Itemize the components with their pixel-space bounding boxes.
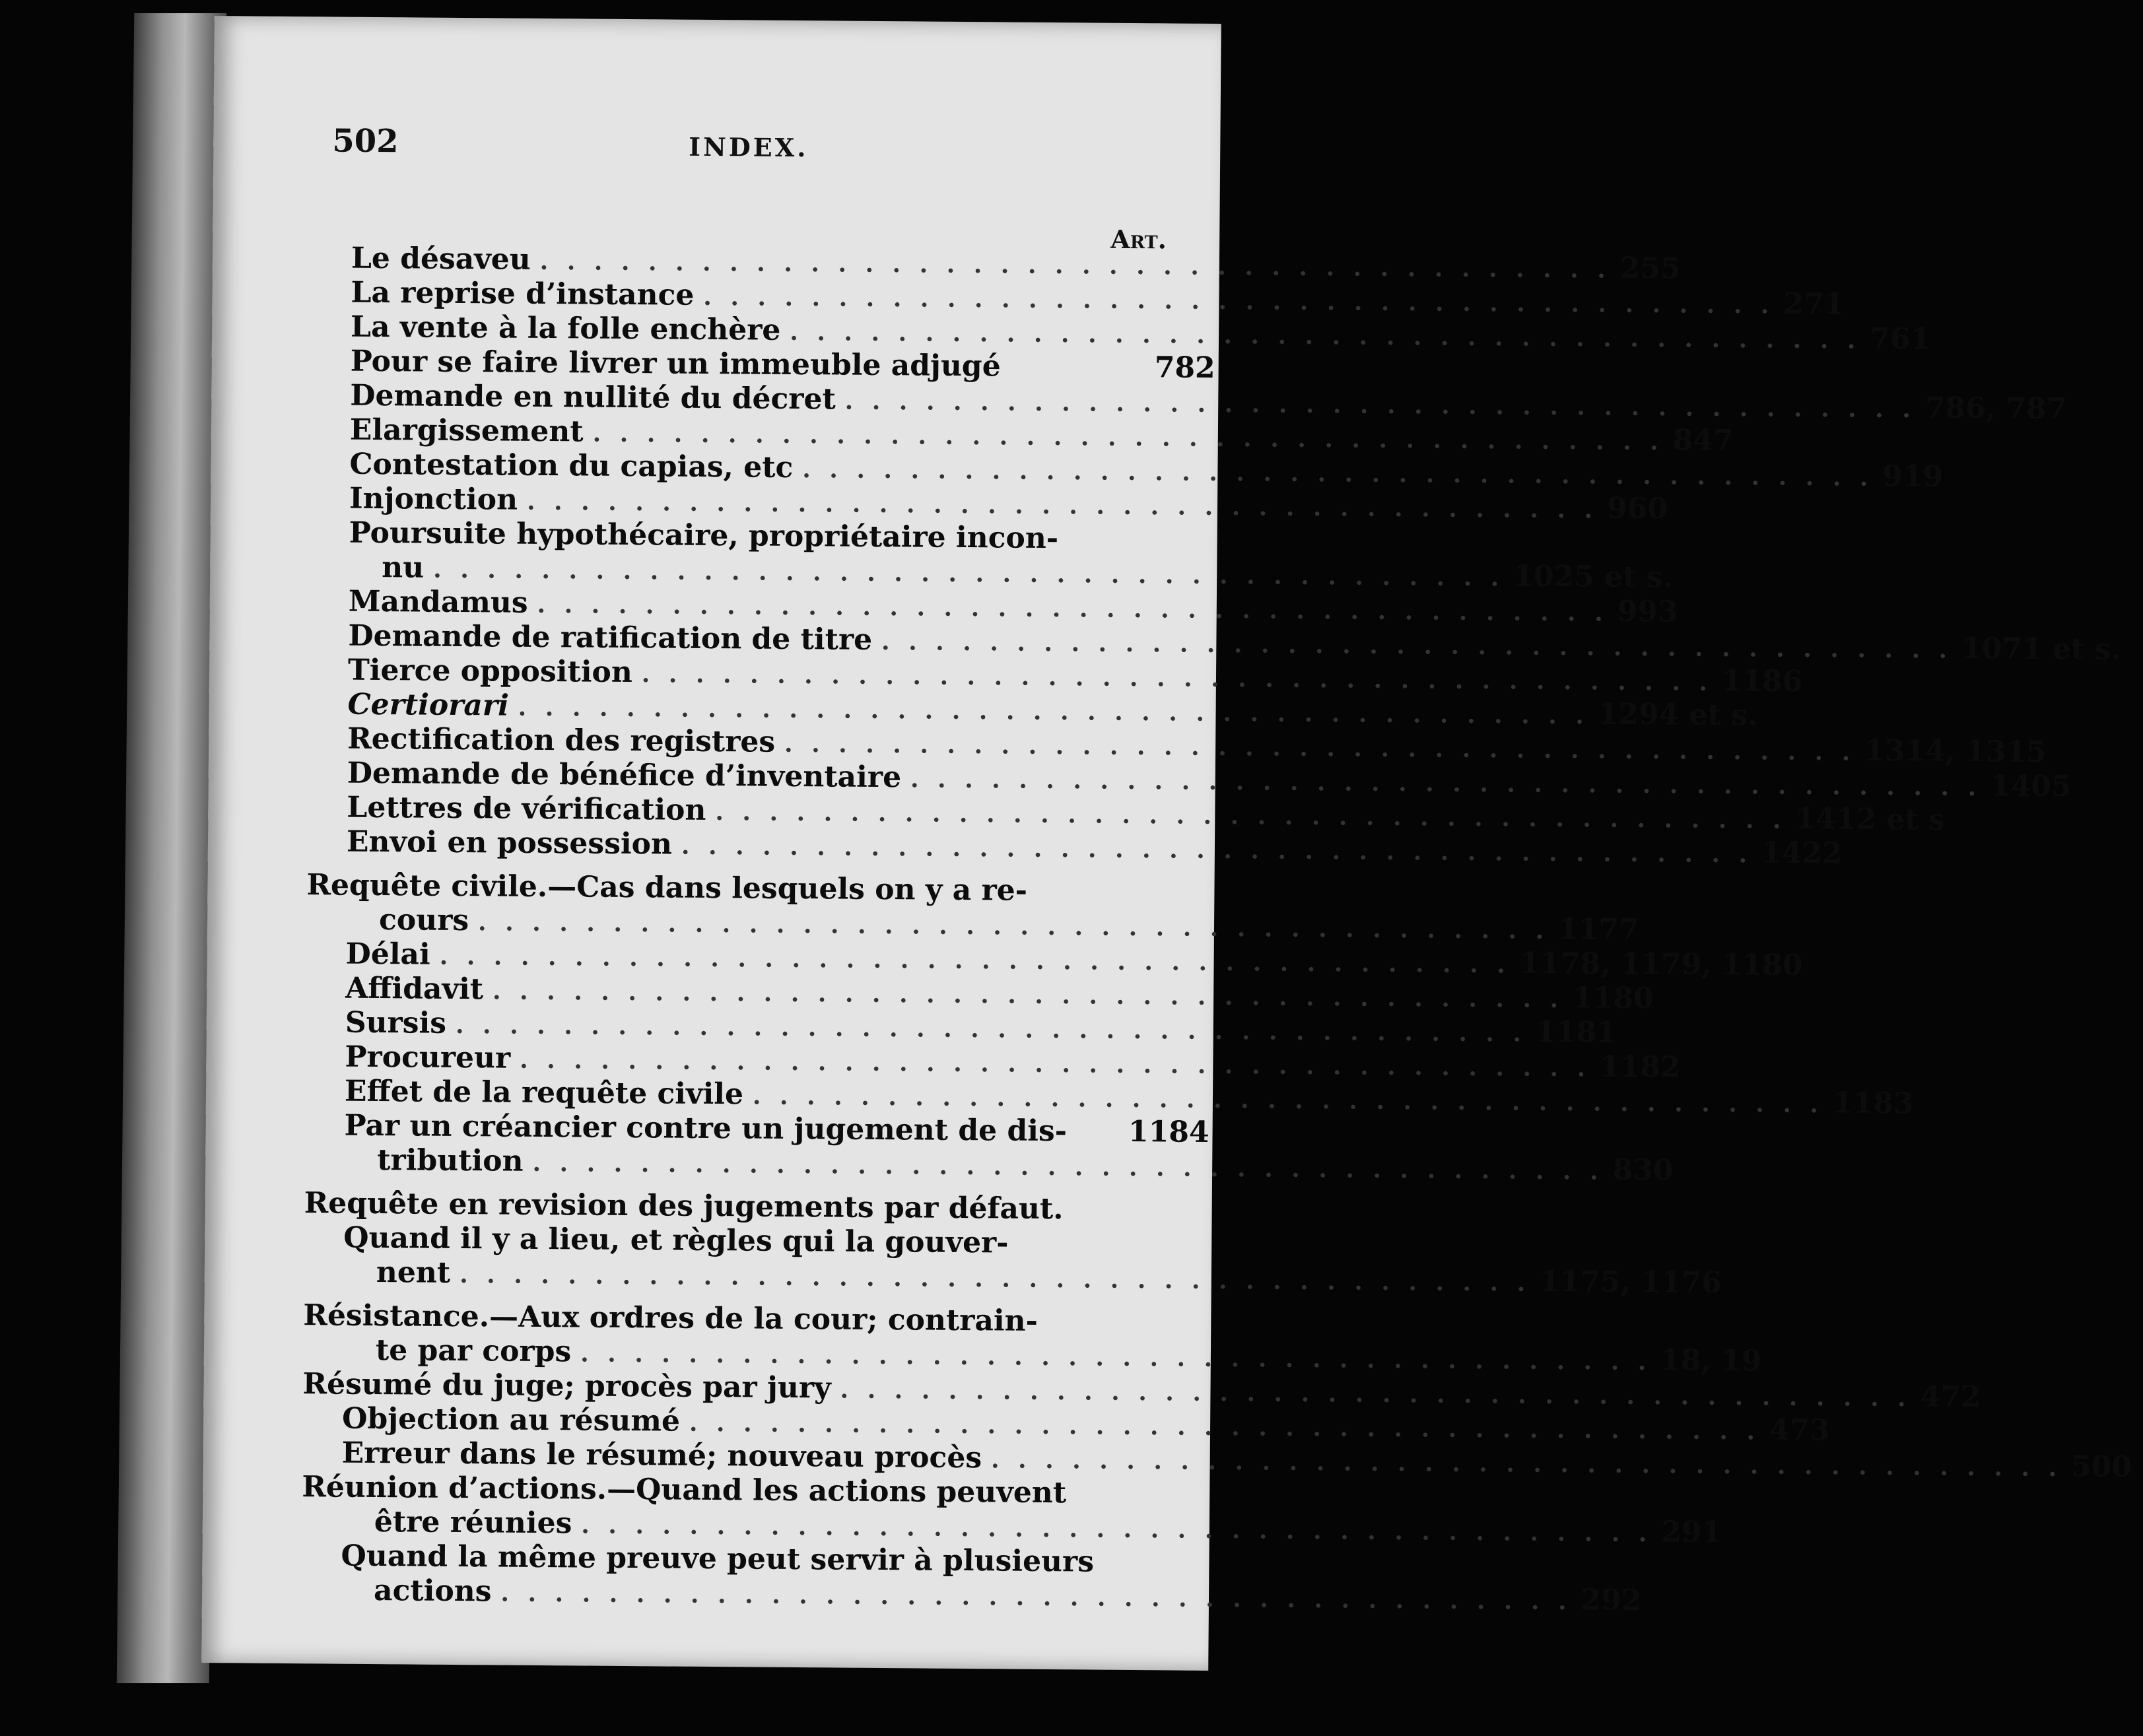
article-reference: 1184 <box>1128 1114 1209 1149</box>
entry-text: Sursis <box>345 1005 447 1040</box>
article-reference: 1405 <box>1990 769 2072 804</box>
entry-text: Affidavit <box>345 971 484 1007</box>
leader-dots: . . . . . . . . . . . . . . . . . . . . . . . . . . . . . . . . . . . . . . . . <box>840 1376 1911 1413</box>
entry-text: nent <box>376 1255 451 1290</box>
article-reference: 1071 et s. <box>1961 631 2121 667</box>
article-reference: 1422 <box>1761 836 1843 871</box>
leader-dots: . . . . . . . . . . . . . . . . . . . . . . . . . . . . . . . . . . . . . . . . <box>439 942 1511 979</box>
leader-dots: . . . . . . . . . . . . . . . . . . . . . . . . . . . . . . . . . . . . . . . . <box>455 1011 1527 1048</box>
article-reference: 919 <box>1882 459 1944 494</box>
article-reference: 993 <box>1617 594 1678 629</box>
entry-text: te par corps <box>375 1333 572 1369</box>
entry-text: Certiorari <box>347 687 509 723</box>
leader-dots <box>1047 1331 1198 1332</box>
column-label: Art. <box>1110 224 1167 255</box>
book-page <box>201 16 2132 1671</box>
index-entry <box>304 1255 1722 1300</box>
leader-dots: . . . . . . . . . . . . . . . . . . . . . . . . . . . . . . . . . . . . . . . . <box>580 1339 1652 1376</box>
entry-text: Injonction <box>349 481 518 517</box>
article-reference: 847 <box>1672 423 1734 458</box>
page-number: 502 <box>332 122 399 160</box>
entry-text: actions <box>373 1574 492 1609</box>
leader-dots: . . . . . . . . . . . . . . . . . . . . . . . . . . . . . . . . . . . . . . . . <box>500 1579 1572 1616</box>
article-reference: 1181 <box>1535 1015 1617 1050</box>
leader-dots <box>1017 1253 1199 1254</box>
leader-dots: . . . . . . . . . . . . . . . . . . . . . . . . . . . . . . . . . . . . . . . . <box>581 1511 1652 1548</box>
leader-dots: . . . . . . . . . . . . . . . . . . . . . . . . . . . . . . . . . . . . . . . . <box>715 798 1786 834</box>
index-entry <box>304 1143 1674 1187</box>
leader-dots: . . . . . . . . . . . . . . . . . . . . . . . . . . . . . . . . . . . . . . . . <box>477 908 1549 945</box>
entry-text: Poursuite hypothécaire, propriétaire incon- <box>349 516 1059 556</box>
article-reference: 1182 <box>1600 1050 1681 1085</box>
entry-text: Mandamus <box>348 584 528 620</box>
entry-text: Réunion d’actions.—Quand les actions peuvent <box>302 1470 1067 1510</box>
article-reference: 473 <box>1769 1413 1831 1448</box>
entry-text: Demande de bénéfice d’inventaire <box>347 756 902 795</box>
entry-text: Objection au résumé <box>341 1401 681 1438</box>
leader-dots: . . . . . . . . . . . . . . . . . . . . . . . . . . . . . . . . . . . . . . . . <box>492 977 1564 1014</box>
article-reference: 1314, 1315 <box>1864 733 2047 769</box>
article-reference: 761 <box>1870 321 1931 356</box>
leader-dots: . . . . . . . . . . . . . . . . . . . . . . . . . . . . . . . . . . . . . . . . <box>784 729 1856 766</box>
entry-text: Demande de ratification de titre <box>348 618 873 657</box>
index-entry <box>301 1573 1642 1618</box>
article-reference: 1183 <box>1832 1086 1914 1121</box>
leader-dots: . . . . . . . . . . . . . . . . . . . . . . . . . . . . . . . . . . . . . . . . <box>790 317 1861 354</box>
index-list <box>301 241 2132 1618</box>
entry-text: tribution <box>377 1143 524 1178</box>
entry-text: Quand la même preuve peut servir à plusieurs <box>341 1539 1095 1579</box>
leader-dots: . . . . . . . . . . . . . . . . . . . . . . . . . . . . . . . . . . . . . . . . <box>990 1446 2062 1483</box>
entry-text: Requête civile.—Cas dans lesquels on y a re- <box>306 868 1028 908</box>
article-reference: 271 <box>1783 286 1845 321</box>
entry-text: Rectification des registres <box>347 721 776 759</box>
entry-text: Contestation du capias, etc <box>349 447 794 484</box>
article-reference: 1412 et s <box>1795 801 1945 837</box>
entry-text: Envoi en possession <box>346 824 673 861</box>
entry-text: Pour se faire livrer un immeuble adjugé <box>350 344 1001 384</box>
article-reference: 1186 <box>1721 664 1803 698</box>
leader-dots <box>1068 548 1205 549</box>
entry-text: Requête en revision des jugements par défaut. <box>304 1186 1064 1226</box>
article-reference: 292 <box>1581 1583 1642 1618</box>
entry-text: Quand il y a lieu, et règles qui la gouver- <box>343 1220 1009 1260</box>
article-reference: 1180 <box>1572 981 1654 1016</box>
entry-text: Résumé du juge; procès par jury <box>302 1367 831 1405</box>
leader-dots: . . . . . . . . . . . . . . . . . . . . . . . . . . . . . . . . . . . . . . . . <box>519 1046 1591 1083</box>
entry-text: Demande en nullité du décret <box>350 378 836 417</box>
leader-dots <box>1075 1502 1197 1503</box>
entry-text: Lettres de vérification <box>347 790 706 827</box>
article-reference: 786, 787 <box>1924 391 2067 426</box>
entry-text: La reprise d’instance <box>351 275 695 312</box>
leader-dots: . . . . . . . . . . . . . . . . . . . . . . . . . . . . . . . . . . . . . . . . <box>592 419 1664 456</box>
leader-dots: . . . . . . . . . . . . . . . . . . . . . . . . . . . . . . . . . . . . . . . . <box>802 455 1874 492</box>
leader-dots: . . . . . . . . . . . . . . . . . . . . . . . . . . . . . . . . . . . . . . . . <box>689 1409 1761 1446</box>
article-reference: 1175, 1176 <box>1540 1264 1722 1300</box>
leader-dots: . . . . . . . . . . . . . . . . . . . . . . . . . . . . . . . . . . . . . . . . <box>537 590 1608 627</box>
entry-text: Par un créancier contre un jugement de dis- <box>344 1108 1068 1149</box>
running-title: INDEX. <box>689 131 809 163</box>
leader-dots <box>1072 1219 1199 1220</box>
article-reference: 1294 et s. <box>1598 697 1758 733</box>
entry-text: nu <box>382 551 425 585</box>
entry-text: Effet de la requête civile <box>344 1074 744 1112</box>
entry-text: La vente à la folle enchère <box>350 310 781 347</box>
page-header <box>332 122 1125 174</box>
article-reference: 1178, 1179, 1180 <box>1519 946 1803 982</box>
entry-text: Elargissement <box>349 413 584 449</box>
leader-dots: . . . . . . . . . . . . . . . . . . . . . . . . . . . . . . . . . . . . . . . . <box>532 1149 1604 1185</box>
entry-text: Délai <box>345 937 430 972</box>
article-reference: 500 <box>2070 1450 2132 1484</box>
entry-text: Tierce opposition <box>347 653 633 690</box>
leader-dots: . . . . . . . . . . . . . . . . . . . . . . . . . . . . . . . . . . . . . . . . <box>752 1082 1824 1119</box>
article-reference: 782 <box>1154 351 1215 385</box>
leader-dots: . . . . . . . . . . . . . . . . . . . . . . . . . . . . . . . . . . . . . . . . <box>844 387 1916 424</box>
article-reference: 472 <box>1920 1380 1981 1415</box>
entry-text: Erreur dans le résumé; nouveau procès <box>341 1436 982 1475</box>
leader-dots <box>1010 376 1145 378</box>
entry-text: Le désaveu <box>351 241 531 277</box>
leader-dots: . . . . . . . . . . . . . . . . . . . . . . . . . . . . . . . . . . . . . . . . <box>539 247 1611 284</box>
leader-dots: . . . . . . . . . . . . . . . . . . . . . . . . . . . . . . . . . . . . . . . . <box>881 628 1953 664</box>
article-reference: 1025 et s. <box>1513 559 1674 595</box>
leader-dots: . . . . . . . . . . . . . . . . . . . . . . . . . . . . . . . . . . . . . . . . <box>910 765 1982 802</box>
article-reference: 18, 19 <box>1660 1343 1762 1378</box>
leader-dots: . . . . . . . . . . . . . . . . . . . . . . . . . . . . . . . . . . . . . . . . <box>641 660 1713 696</box>
leader-dots: . . . . . . . . . . . . . . . . . . . . . . . . . . . . . . . . . . . . . . . . <box>681 832 1753 869</box>
entry-text: cours <box>378 903 469 938</box>
article-reference: 960 <box>1606 491 1668 526</box>
leader-dots: . . . . . . . . . . . . . . . . . . . . . . . . . . . . . . . . . . . . . . . . <box>433 555 1505 592</box>
article-reference: 830 <box>1612 1152 1674 1187</box>
leader-dots: . . . . . . . . . . . . . . . . . . . . . . . . . . . . . . . . . . . . . . . . <box>518 693 1590 730</box>
entry-text: Résistance.—Aux ordres de la cour; contrain- <box>303 1298 1038 1338</box>
entry-text: être réunies <box>374 1505 572 1541</box>
leader-dots <box>1037 900 1202 902</box>
leader-dots: . . . . . . . . . . . . . . . . . . . . . . . . . . . . . . . . . . . . . . . . <box>526 487 1598 524</box>
leader-dots: . . . . . . . . . . . . . . . . . . . . . . . . . . . . . . . . . . . . . . . . <box>703 283 1775 319</box>
article-reference: 291 <box>1661 1515 1722 1550</box>
leader-dots: . . . . . . . . . . . . . . . . . . . . . . . . . . . . . . . . . . . . . . . . <box>459 1261 1531 1297</box>
entry-text: Procureur <box>345 1040 511 1075</box>
index-entry <box>306 902 1639 947</box>
article-reference: 255 <box>1619 251 1681 286</box>
article-reference: 1177 <box>1558 912 1639 947</box>
